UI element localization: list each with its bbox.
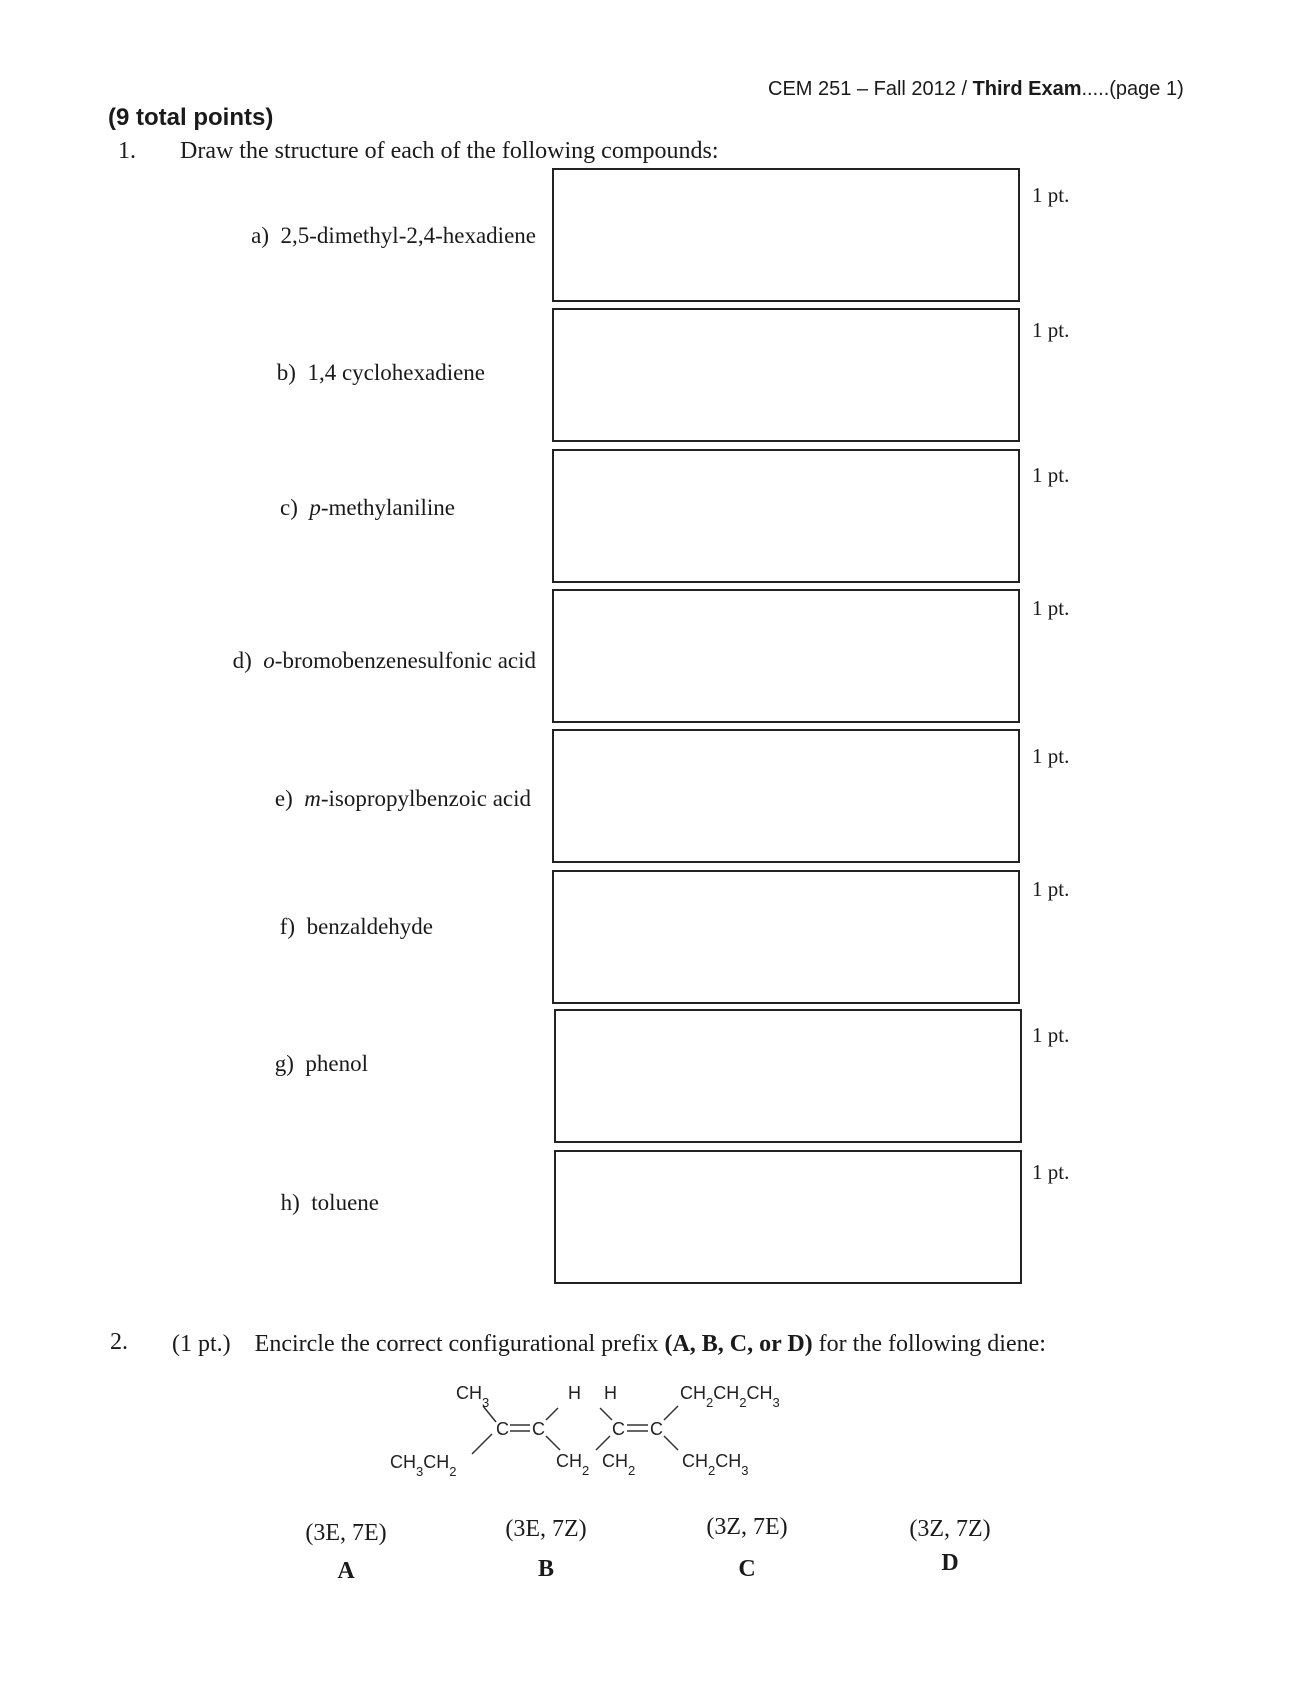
item-b-label [277,360,485,386]
item-prefix: m [304,786,321,811]
item-letter: a) [251,223,270,248]
q2-number: 2. [110,1329,128,1355]
total-points: (9 total points) [108,104,274,131]
option-c-letter[interactable]: C [738,1556,756,1582]
item-name: 2,5-dimethyl-2,4-hexadiene [280,223,536,248]
option-b-letter[interactable]: B [537,1556,554,1582]
carbon-label: C [650,1419,663,1439]
bond-line [546,1408,558,1420]
item-d-points: 1 pt. [1032,596,1070,620]
carbon-label: C [532,1419,545,1439]
item-b-points: 1 pt. [1032,318,1070,342]
answer-box-b[interactable] [552,308,1020,442]
exam-header [768,78,1184,101]
item-a-points: 1 pt. [1032,183,1070,207]
item-e-points: 1 pt. [1032,744,1070,768]
q2-prompt-start: Encircle the correct configurational prefix [254,1331,659,1357]
q1-prompt: Draw the structure of each of the following compounds: [180,138,719,164]
item-name: toluene [311,1190,379,1215]
item-h-label [281,1190,379,1216]
option-c-prefix[interactable]: (3Z, 7E) [706,1514,788,1540]
item-g-label [275,1051,368,1077]
answer-box-g[interactable] [554,1009,1022,1143]
item-letter: d) [232,648,252,673]
item-e-label [275,786,531,812]
bond-line [472,1434,492,1454]
answer-box-f[interactable] [552,870,1020,1004]
q1-number: 1. [118,138,136,164]
answer-box-h[interactable] [554,1150,1022,1284]
ethyl-right-label: $CH_2CH_3$ [682,1451,749,1478]
item-name: 1,4 cyclohexadiene [307,360,485,385]
propyl-label: $CH_2CH_2CH_3$ [680,1383,780,1410]
item-name: benzaldehyde [306,914,433,939]
h-right-label: H [604,1383,617,1403]
item-name: -bromobenzenesulfonic acid [274,648,536,673]
item-letter: f) [279,914,296,939]
item-f-label [280,914,433,940]
item-letter: e) [274,786,293,811]
item-h-points: 1 pt. [1032,1160,1070,1184]
option-d-prefix[interactable]: (3Z, 7Z) [909,1516,991,1542]
item-d-label [233,648,536,674]
option-b-prefix[interactable]: (3E, 7Z) [505,1516,587,1542]
ethyl-left-label: $CH_3CH_2$ [390,1452,457,1479]
bond-line [664,1436,678,1450]
option-d-letter[interactable]: D [941,1550,959,1576]
item-prefix: p [309,495,321,520]
ch3-top-label: $CH_3$ [456,1383,490,1410]
q2-prompt [172,1331,1046,1358]
option-a-prefix[interactable]: (3E, 7E) [305,1520,387,1546]
item-letter: g) [274,1051,294,1076]
bond-line [596,1436,610,1450]
bond-line [546,1436,560,1450]
option-a-letter[interactable]: A [337,1558,355,1584]
q2-prompt-end: for the following diene: [818,1331,1046,1357]
diene-structure [380,1370,900,1480]
carbon-label: C [496,1419,509,1439]
bond-line [664,1406,678,1420]
item-name: -isopropylbenzoic acid [320,786,531,811]
item-letter: h) [280,1190,300,1215]
ch2-b-label: $CH_2$ [602,1451,636,1478]
item-g-points: 1 pt. [1032,1023,1070,1047]
answer-box-c[interactable] [552,449,1020,583]
item-name: -methylaniline [320,495,455,520]
ch2-a-label: $CH_2$ [556,1451,590,1478]
answer-box-d[interactable] [552,589,1020,723]
item-letter: c) [279,495,298,520]
item-c-label [280,495,455,521]
q2-points: (1 pt.) [172,1331,231,1357]
exam-title: Third Exam [972,78,1082,100]
item-prefix: o [263,648,275,673]
item-letter: b) [276,360,296,385]
answer-box-a[interactable] [552,168,1020,302]
item-f-points: 1 pt. [1032,877,1070,901]
carbon-label: C [612,1419,625,1439]
h-left-label: H [568,1383,581,1403]
item-a-label [251,223,536,249]
item-name: phenol [305,1051,368,1076]
answer-box-e[interactable] [552,729,1020,863]
bond-line [600,1408,612,1420]
page-number: .....(page 1) [1081,78,1184,100]
item-c-points: 1 pt. [1032,463,1070,487]
q2-prompt-bold: (A, B, C, or D) [664,1331,813,1357]
course-title: CEM 251 – Fall 2012 / [768,78,967,100]
